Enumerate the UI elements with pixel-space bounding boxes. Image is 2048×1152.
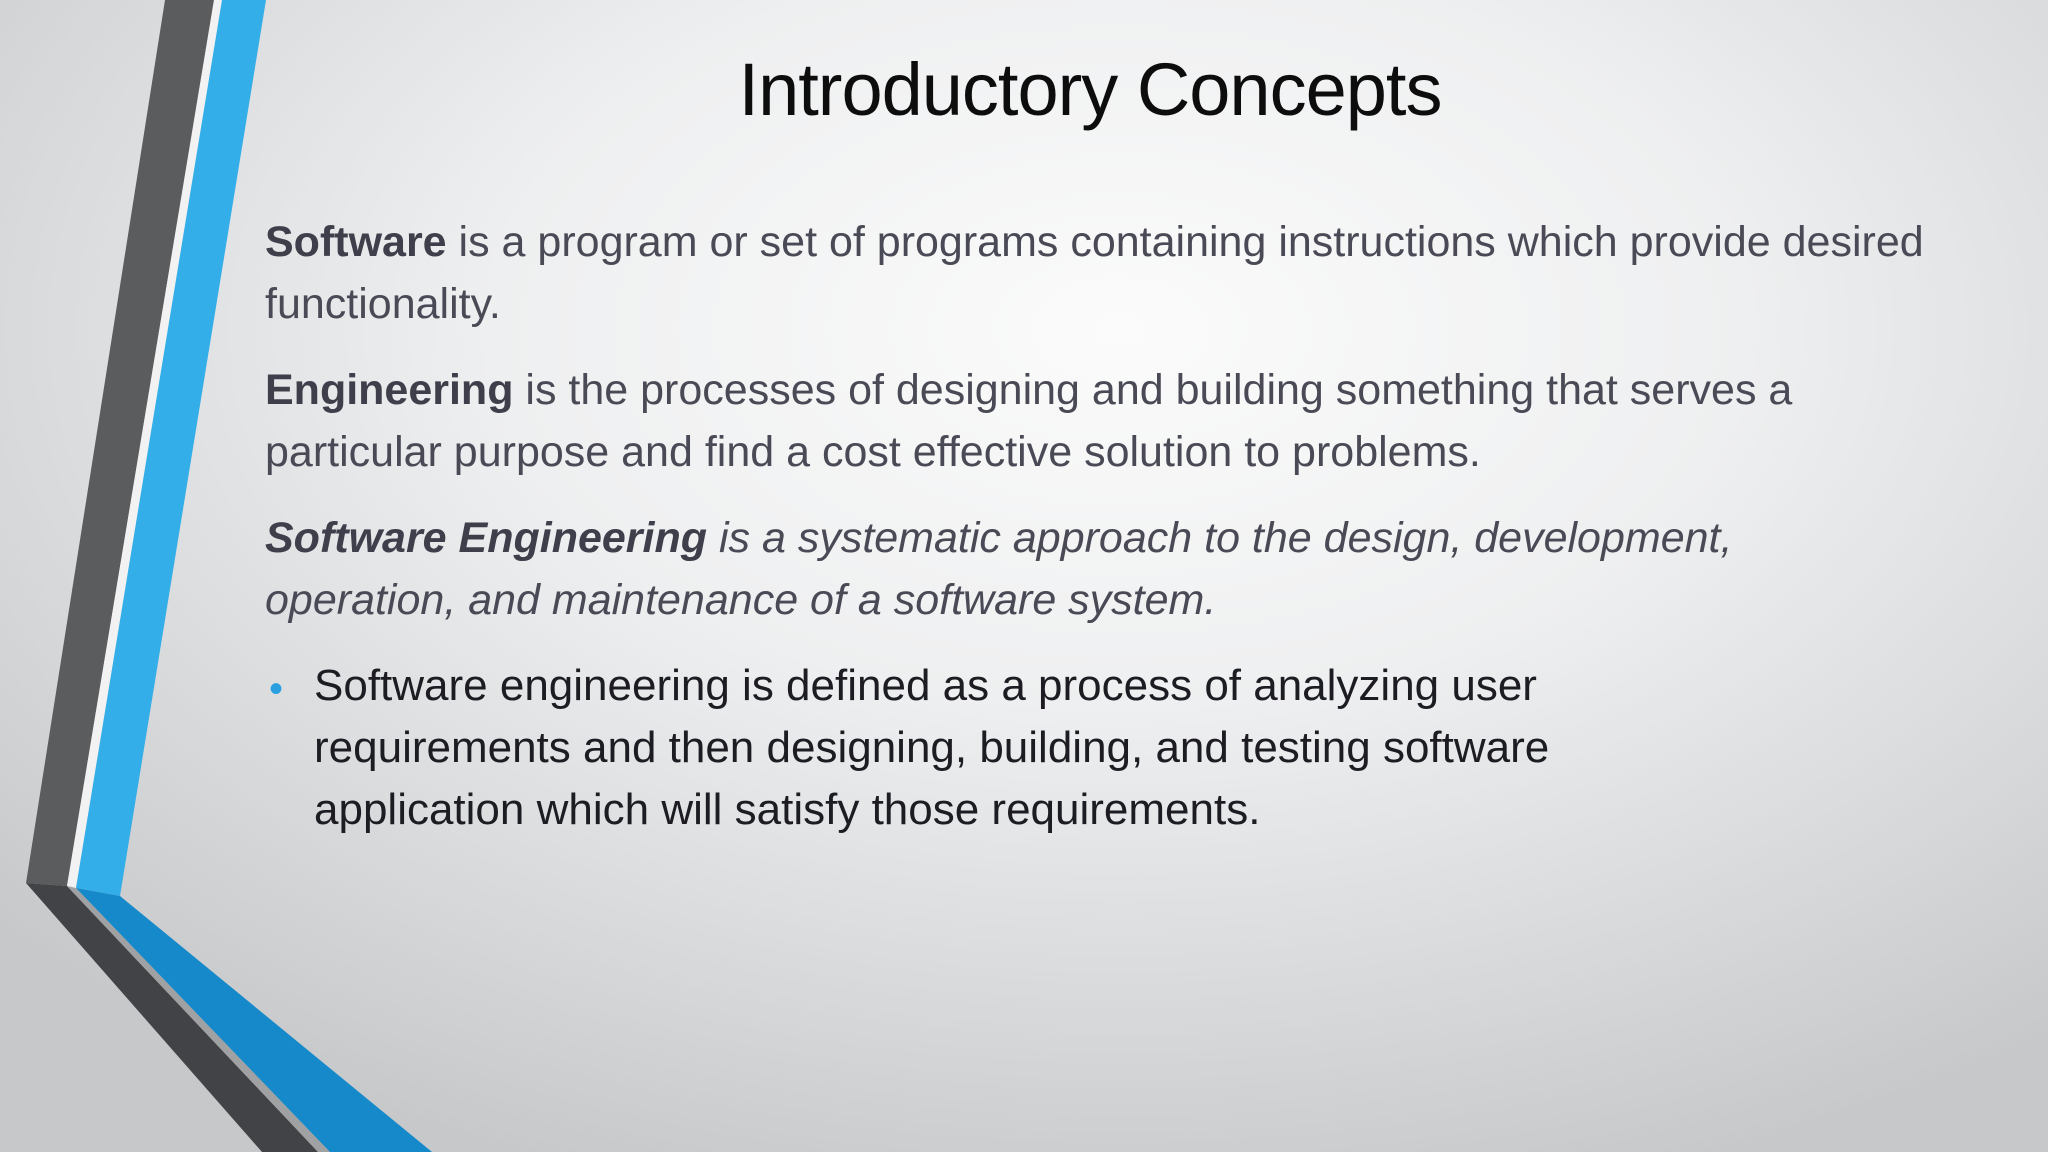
bullet-text: Software engineering is defined as a process of analyzing user requirements and then designing, building, and testing software application which will satisfy those requirements. xyxy=(314,661,1550,834)
term-software-engineering: Software Engineering xyxy=(265,514,708,562)
definition-engineering-text: is the processes of designing and building something that serves a particular purpose and find a cost effective solution to problems. xyxy=(265,366,1793,476)
term-engineering: Engineering xyxy=(265,366,514,414)
definition-engineering xyxy=(265,359,1925,483)
term-software: Software xyxy=(265,218,447,266)
light-gap-lower xyxy=(67,886,330,1152)
gray-stripe-lower xyxy=(26,883,318,1152)
bullet-dot-icon: • xyxy=(269,667,284,711)
definition-software-engineering xyxy=(265,507,1925,631)
definition-software-engineering-text: is a systematic approach to the design, development, operation, and maintenance of a software system. xyxy=(265,514,1733,624)
slide-title: Introductory Concepts xyxy=(738,48,1442,131)
definition-software xyxy=(265,211,1925,335)
definition-software-text: is a program or set of programs containing instructions which provide desired functionality. xyxy=(265,218,1924,328)
